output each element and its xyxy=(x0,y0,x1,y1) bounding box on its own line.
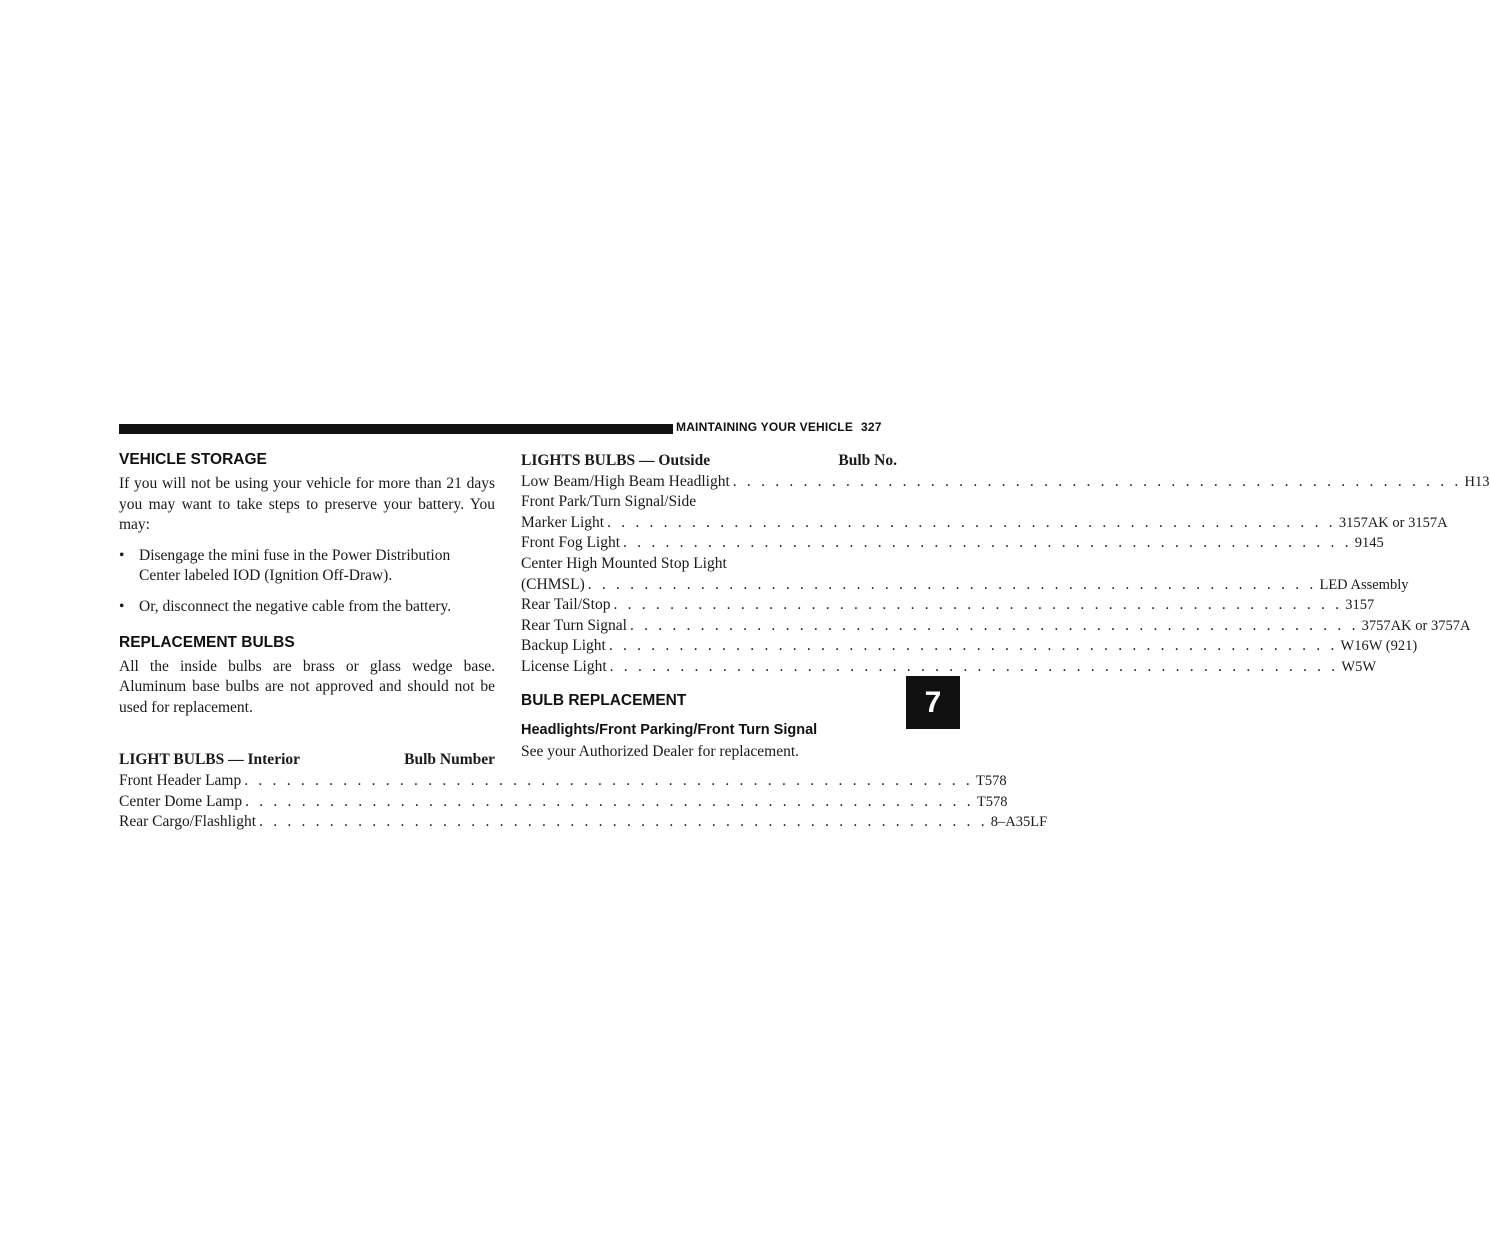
bulb-number: T578 xyxy=(975,772,1007,789)
header-title: MAINTAINING YOUR VEHICLE xyxy=(676,420,854,434)
dot-leader: . . . . . . . . . . . . . . . . . . . . . . . . . . . . . . . . . . . . . . . . . . . . . . . . . . . . xyxy=(607,513,1336,531)
bulb-label: Center Dome Lamp xyxy=(119,792,243,810)
dot-leader: . . . . . . . . . . . . . . . . . . . . . . . . . . . . . . . . . . . . . . . . . . . . . . . . . . . . xyxy=(245,792,974,810)
chapter-number: 7 xyxy=(924,685,942,719)
bulb-label: Backup Light xyxy=(521,637,606,655)
table-row xyxy=(521,513,1448,534)
bulb-label-line1: Center High Mounted Stop Light xyxy=(521,554,727,572)
chapter-tab xyxy=(906,676,960,729)
table-row xyxy=(521,595,1375,616)
bulb-replacement-heading: BULB REPLACEMENT xyxy=(521,691,687,709)
dot-leader: . . . . . . . . . . . . . . . . . . . . . . . . . . . . . . . . . . . . . . . . . . . . . . . . . . . . xyxy=(623,534,1352,552)
table-row xyxy=(521,616,1471,637)
vehicle-storage-list xyxy=(119,546,495,618)
bulb-label-line1: Front Park/Turn Signal/Side xyxy=(521,493,697,511)
bulb-number: W16W (921) xyxy=(1340,638,1418,655)
bulb-label: Rear Cargo/Flashlight xyxy=(119,813,257,831)
dot-leader: . . . . . . . . . . . . . . . . . . . . . . . . . . . . . . . . . . . . . . . . . . . . . . . . . . . . xyxy=(259,813,988,831)
bulb-label: Front Fog Light xyxy=(521,534,621,552)
table-row xyxy=(119,792,1008,813)
table-row-continued xyxy=(521,492,897,513)
table-row xyxy=(521,636,1418,657)
table-row xyxy=(521,657,1377,678)
bulb-number: 3757AK or 3757A xyxy=(1361,617,1471,634)
dot-leader: . . . . . . . . . . . . . . . . . . . . . . . . . . . . . . . . . . . . . . . . . . . . . . . . . . . . xyxy=(629,616,1359,634)
bulb-replacement-subheading: Headlights/Front Parking/Front Turn Signal xyxy=(521,721,818,738)
outside-table-header xyxy=(521,451,897,472)
outside-col-right: Bulb No. xyxy=(838,452,897,469)
bullet-icon: • xyxy=(119,546,125,564)
bulb-number: 3157AK or 3157A xyxy=(1338,514,1448,531)
list-item xyxy=(119,546,495,587)
replacement-bulbs-heading: REPLACEMENT BULBS xyxy=(119,633,295,651)
bulb-replacement-text: See your Authorized Dealer for replacement. xyxy=(521,742,800,760)
table-row-continued xyxy=(521,554,897,575)
running-header xyxy=(676,420,882,434)
bulb-number: T578 xyxy=(976,793,1008,810)
header-rule xyxy=(119,424,673,434)
interior-col-left: LIGHT BULBS — Interior xyxy=(119,751,301,769)
bulb-label: (CHMSL) xyxy=(521,575,585,593)
table-row xyxy=(119,812,1048,833)
outside-col-left: LIGHTS BULBS — Outside xyxy=(521,452,711,469)
replacement-bulbs-text: All the inside bulbs are brass or glass wedge base. Aluminum base bulbs are not approved and should not be used for replacement. xyxy=(119,657,495,716)
bulb-number: LED Assembly xyxy=(1319,576,1409,593)
bulb-label: Low Beam/High Beam Headlight xyxy=(521,472,730,490)
bulb-number: 8–A35LF xyxy=(990,814,1048,831)
bulb-number: W5W xyxy=(1341,658,1377,675)
interior-table-header xyxy=(119,750,495,771)
bullet-text: Disengage the mini fuse in the Power Distribution Center labeled IOD (Ignition Off-Draw). xyxy=(139,546,451,585)
dot-leader: . . . . . . . . . . . . . . . . . . . . . . . . . . . . . . . . . . . . . . . . . . . . . . . . . . . . xyxy=(608,637,1338,655)
bulb-label: Marker Light xyxy=(521,513,605,531)
dot-leader: . . . . . . . . . . . . . . . . . . . . . . . . . . . . . . . . . . . . . . . . . . . . . . . . . . . . xyxy=(613,596,1343,614)
bullet-icon: • xyxy=(119,597,125,615)
bulb-number: H13 xyxy=(1464,473,1490,490)
bulb-number: 3157 xyxy=(1345,597,1375,614)
vehicle-storage-heading: VEHICLE STORAGE xyxy=(119,451,267,468)
table-row xyxy=(521,472,1490,493)
right-column xyxy=(521,451,1490,762)
bulb-number: 9145 xyxy=(1354,535,1384,552)
table-row xyxy=(521,533,1384,554)
list-item xyxy=(119,597,495,618)
bulb-label: License Light xyxy=(521,657,607,675)
bullet-text: Or, disconnect the negative cable from the battery. xyxy=(139,597,452,615)
bulb-label: Front Header Lamp xyxy=(119,771,242,789)
bulb-label: Rear Tail/Stop xyxy=(521,596,611,614)
dot-leader: . . . . . . . . . . . . . . . . . . . . . . . . . . . . . . . . . . . . . . . . . . . . . . . . . . . . xyxy=(587,575,1317,593)
dot-leader: . . . . . . . . . . . . . . . . . . . . . . . . . . . . . . . . . . . . . . . . . . . . . . . . . . . . xyxy=(609,657,1339,675)
table-row xyxy=(119,771,1007,792)
interior-col-right: Bulb Number xyxy=(404,751,495,769)
page-number: 327 xyxy=(861,420,882,434)
dot-leader: . . . . . . . . . . . . . . . . . . . . . . . . . . . . . . . . . . . . . . . . . . . . . . . . . . . . xyxy=(732,472,1462,490)
vehicle-storage-intro: If you will not be using your vehicle for more than 21 days you may want to take steps to preserve your battery. You may: xyxy=(119,475,495,534)
bulb-label: Rear Turn Signal xyxy=(521,616,627,634)
table-row xyxy=(521,575,1409,596)
dot-leader: . . . . . . . . . . . . . . . . . . . . . . . . . . . . . . . . . . . . . . . . . . . . . . . . . . . . xyxy=(244,771,973,789)
